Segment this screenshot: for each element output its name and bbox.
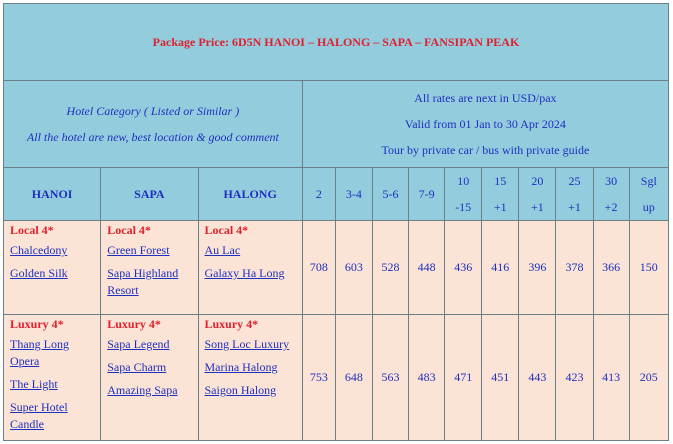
hotel-link[interactable]: Super Hotel Candle (10, 400, 68, 431)
price-cell: 423 (556, 315, 593, 441)
price-cell: 436 (445, 221, 482, 315)
price-cell: 416 (482, 221, 519, 315)
hotel-link[interactable]: Amazing Sapa (107, 383, 178, 397)
hotel-link[interactable]: Green Forest (107, 243, 170, 257)
price-cell: 205 (629, 315, 668, 441)
price-cell: 483 (409, 315, 445, 441)
pax-header: 3-4 (335, 168, 372, 221)
package-price-table (3, 3, 669, 441)
hotel-link[interactable]: Thang Long Opera (10, 337, 69, 368)
price-cell: 563 (372, 315, 408, 441)
hotel-category-heading: Hotel Category ( Listed or Similar ) (66, 104, 240, 118)
sapa-hotels-luxury (101, 315, 198, 441)
column-header-halong: HALONG (198, 168, 302, 221)
price-cell: 366 (593, 221, 629, 315)
category-label: Local 4* (10, 223, 54, 237)
pax-header: 20 +1 (519, 168, 556, 221)
price-cell: 603 (335, 221, 372, 315)
category-label: Luxury 4* (107, 317, 161, 331)
halong-hotels-luxury (198, 315, 302, 441)
halong-hotels-local (198, 221, 302, 315)
hotel-category-note (4, 81, 303, 168)
hotel-category-description: All the hotel are new, best location & good comment (26, 130, 279, 144)
hotel-link[interactable]: The Light (10, 377, 58, 391)
pax-header: 7-9 (409, 168, 445, 221)
category-label: Local 4* (204, 223, 249, 237)
price-cell: 708 (302, 221, 335, 315)
hotel-link[interactable]: Song Loc Luxury (204, 337, 290, 351)
price-cell: 451 (482, 315, 519, 441)
price-cell: 150 (629, 221, 668, 315)
price-cell: 396 (519, 221, 556, 315)
hotel-link[interactable]: Sapa Charm (107, 360, 167, 374)
pax-header: 15 +1 (482, 168, 519, 221)
hotel-link[interactable]: Saigon Halong (204, 383, 277, 397)
hanoi-hotels-luxury (4, 315, 101, 441)
pax-header: Sgl up (629, 168, 668, 221)
category-label: Local 4* (107, 223, 151, 237)
hanoi-hotels-local (4, 221, 101, 315)
pax-header: 10 -15 (445, 168, 482, 221)
price-cell: 648 (335, 315, 372, 441)
rates-info (302, 81, 668, 168)
sapa-hotels-local (101, 221, 198, 315)
price-cell: 471 (445, 315, 482, 441)
hotel-link[interactable]: Golden Silk (10, 266, 68, 280)
hotel-link[interactable]: Marina Halong (204, 360, 278, 374)
column-header-sapa: SAPA (101, 168, 198, 221)
package-title: Package Price: 6D5N HANOI – HALONG – SAPA – FANSIPAN PEAK (4, 4, 669, 81)
pax-header: 5-6 (372, 168, 408, 221)
hotel-link[interactable]: Galaxy Ha Long (204, 266, 285, 280)
pax-header: 25 +1 (556, 168, 593, 221)
column-header-hanoi: HANOI (4, 168, 101, 221)
pax-header: 30 +2 (593, 168, 629, 221)
category-label: Luxury 4* (204, 317, 259, 331)
hotel-link[interactable]: Sapa Highland Resort (107, 266, 179, 297)
pax-header: 2 (302, 168, 335, 221)
price-cell: 448 (409, 221, 445, 315)
category-label: Luxury 4* (10, 317, 64, 331)
price-cell: 378 (556, 221, 593, 315)
price-cell: 443 (519, 315, 556, 441)
hotel-link[interactable]: Chalcedony (10, 243, 68, 257)
rates-validity-note: Valid from 01 Jan to 30 Apr 2024 (404, 117, 566, 131)
table-row-luxury (4, 315, 669, 441)
hotel-link[interactable]: Au Lac (204, 243, 241, 257)
price-cell: 413 (593, 315, 629, 441)
hotel-link[interactable]: Sapa Legend (107, 337, 170, 351)
price-cell: 528 (372, 221, 408, 315)
package-price-table-wrapper (3, 3, 669, 440)
rates-transport-note: Tour by private car / bus with private guide (381, 143, 590, 157)
rates-currency-note: All rates are next in USD/pax (414, 91, 557, 105)
table-row-local (4, 221, 669, 315)
price-cell: 753 (302, 315, 335, 441)
